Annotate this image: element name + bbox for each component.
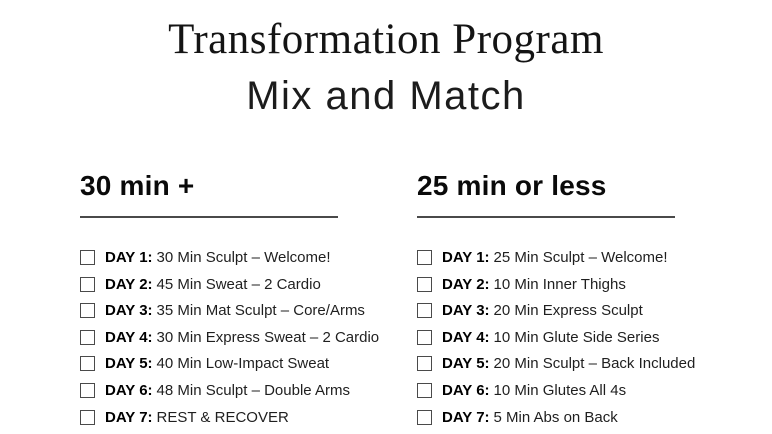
- checklist-row: [80, 351, 338, 378]
- item-text: 20 Min Sculpt – Back Included: [493, 355, 696, 373]
- item-text-wrap: [442, 302, 643, 319]
- checkbox[interactable]: [417, 277, 432, 292]
- checklist-row: [417, 377, 675, 404]
- item-text: 5 Min Abs on Back: [493, 408, 618, 426]
- column-heading: 25 min or less: [417, 170, 607, 201]
- item-text-wrap: [105, 249, 331, 266]
- page-subtitle: Mix and Match: [246, 74, 526, 118]
- heading-underline: [80, 216, 338, 218]
- checkbox[interactable]: [417, 330, 432, 345]
- checkbox[interactable]: [417, 250, 432, 265]
- column-heading: 30 min +: [80, 170, 195, 201]
- checklist-row: [80, 377, 350, 404]
- day-label: DAY 5:: [442, 355, 490, 373]
- item-text: 10 Min Inner Thighs: [493, 275, 626, 293]
- item-text: 30 Min Sculpt – Welcome!: [156, 248, 331, 266]
- day-label: DAY 4:: [442, 328, 490, 346]
- page-title: Transformation Program: [168, 16, 604, 63]
- item-text-wrap: [442, 329, 659, 346]
- item-text-wrap: [105, 355, 329, 372]
- day-label: DAY 3:: [442, 302, 490, 320]
- checkbox[interactable]: [80, 330, 95, 345]
- item-text-wrap: [442, 382, 626, 399]
- item-text-wrap: [442, 409, 618, 426]
- item-text: 10 Min Glute Side Series: [493, 328, 660, 346]
- checkbox[interactable]: [80, 383, 95, 398]
- checklist-row: [80, 244, 338, 271]
- checkbox[interactable]: [417, 410, 432, 425]
- item-text-wrap: [442, 355, 695, 372]
- item-text: 25 Min Sculpt – Welcome!: [493, 248, 668, 266]
- checklist-row: [80, 271, 338, 298]
- item-text-wrap: [442, 249, 668, 266]
- item-text-wrap: [442, 276, 626, 293]
- checkbox[interactable]: [417, 303, 432, 318]
- day-label: DAY 6:: [105, 381, 153, 399]
- day-label: DAY 5:: [105, 355, 153, 373]
- checkbox[interactable]: [80, 356, 95, 371]
- day-label: DAY 4:: [105, 328, 153, 346]
- checkbox[interactable]: [80, 277, 95, 292]
- column-30-min-plus: [80, 170, 380, 430]
- day-list: [417, 244, 696, 430]
- day-list: [80, 244, 380, 430]
- checkbox[interactable]: [417, 383, 432, 398]
- checklist-row: [80, 297, 365, 324]
- day-label: DAY 1:: [105, 248, 153, 266]
- checkbox[interactable]: [80, 410, 95, 425]
- item-text-wrap: [105, 409, 289, 426]
- day-label: DAY 7:: [105, 408, 153, 426]
- item-text: 10 Min Glutes All 4s: [493, 381, 627, 399]
- item-text: 45 Min Sweat – 2 Cardio: [156, 275, 321, 293]
- item-text: 48 Min Sculpt – Double Arms: [156, 381, 350, 399]
- checklist-row: [417, 297, 675, 324]
- checklist-row: [80, 404, 338, 431]
- item-text: REST & RECOVER: [156, 408, 289, 426]
- item-text: 40 Min Low-Impact Sweat: [156, 355, 330, 373]
- item-text: 30 Min Express Sweat – 2 Cardio: [156, 328, 380, 346]
- checklist-row: [417, 244, 675, 271]
- checkbox[interactable]: [80, 250, 95, 265]
- item-text-wrap: [105, 329, 379, 346]
- item-text-wrap: [105, 302, 365, 319]
- day-label: DAY 2:: [442, 275, 490, 293]
- checklist-row: [417, 324, 675, 351]
- item-text: 35 Min Mat Sculpt – Core/Arms: [156, 302, 365, 320]
- checklist-row: [80, 324, 380, 351]
- checklist-row: [417, 271, 675, 298]
- day-label: DAY 6:: [442, 381, 490, 399]
- checklist-row: [417, 404, 675, 431]
- item-text-wrap: [105, 382, 350, 399]
- item-text: 20 Min Express Sculpt: [493, 302, 643, 320]
- day-label: DAY 2:: [105, 275, 153, 293]
- day-label: DAY 7:: [442, 408, 490, 426]
- checkbox[interactable]: [80, 303, 95, 318]
- day-label: DAY 3:: [105, 302, 153, 320]
- checklist-row: [417, 351, 696, 378]
- day-label: DAY 1:: [442, 248, 490, 266]
- heading-underline: [417, 216, 675, 218]
- checkbox[interactable]: [417, 356, 432, 371]
- item-text-wrap: [105, 276, 321, 293]
- column-25-min-or-less: [417, 170, 696, 430]
